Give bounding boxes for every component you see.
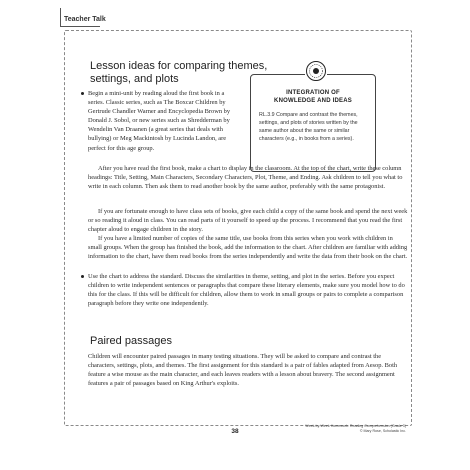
page-number: 38: [231, 428, 239, 435]
paragraph: [88, 352, 408, 388]
section-heading-paired-passages: Paired passages: [90, 335, 172, 347]
standards-box-title-line2: KNOWLEDGE AND IDEAS: [274, 98, 352, 104]
bullet-item: [88, 272, 408, 308]
bullet-text: Use the chart to address the standard. Discuss the similarities in theme, setting, and plot in the series. Before you expect children to write independent sentences or paragraphs that compare these literary elements, make sure you model how to do this for the class. If this will be difficult for children, allow them to work in small groups or pairs to complete a comparison paragraph before they write one independently.: [88, 273, 405, 308]
paragraph-text: After you have read the first book, make a chart to display in the classroom. At the top of the chart, write these column headings: Title, Setting, Main Characters, Secondary Characters, Plot, Theme, and Ending. Ask children to tell you what to write in each column. Then ask them to read another book by the same author, preferably with the same protagonist.: [88, 165, 403, 191]
paragraph-text: Children will encounter paired passages in many testing situations. They will be asked to compare and contrast the characters, settings, plots, and themes. The first assignment for this standard is a pair of fables adapted from Aesop. Both feature a wise mouse as the main character, and each leaves readers with a lesson about bravery. The second assignment features a pair of passages based on King Arthur's exploits.: [88, 353, 398, 388]
footer-credit: [296, 424, 406, 434]
paragraph-text: If you have a limited number of copies of the same title, use books from this series when you work with children in small groups. When the group has finished the book, add the information to the chart. After children are familiar with adding information to the chart, have them read books from the series independently and write the data from their book on the chart.: [88, 235, 408, 261]
standards-box: [250, 74, 376, 172]
corner-rule-horizontal: [60, 26, 100, 27]
footer-credit-line2: © Mary Rose, Scholastic Inc.: [359, 429, 406, 433]
standards-box-title: [251, 89, 375, 105]
paragraph-text: If you are fortunate enough to have class sets of books, give each child a copy of the same book and spend the next week or so reading it aloud in class. You can read parts of it yourself to speed up the process. I recommend that you read the first chapter aloud to engage children in the story.: [88, 208, 408, 234]
paragraph: [88, 234, 408, 261]
standards-box-text: RL.3.9 Compare and contrast the themes, settings, and plots of stories written by the same author about the same or similar characters (e.g., in books from a series).: [259, 112, 358, 142]
standards-badge-icon: [305, 60, 327, 82]
section-heading-lesson-ideas: Lesson ideas for comparing themes, settings, and plots: [90, 60, 268, 85]
bullet-item: [88, 89, 238, 153]
bullet-dot: [81, 275, 84, 278]
bullet-text: Begin a mini-unit by reading aloud the first book in a series. Classic series, such as The Boxcar Children by Gertrude Chandler Warner and Encyclopedia Brown by Donald J. Sobol, or new series such as Shredderman by Wendelin Van Draanen (a great series that deals with bullying) or Meg Mackintosh by Lucinda Landon, are perfect for this age group.: [88, 90, 231, 152]
standards-box-title-line1: INTEGRATION OF: [286, 90, 340, 96]
header-label: Teacher Talk: [64, 16, 106, 23]
corner-rule: [60, 8, 61, 26]
paragraph: [88, 164, 408, 191]
paragraph: [88, 207, 408, 234]
bullet-dot: [81, 92, 84, 95]
footer-credit-line1: Week-by-Week Homework: Reading Comprehension (Grade 3): [305, 424, 406, 428]
